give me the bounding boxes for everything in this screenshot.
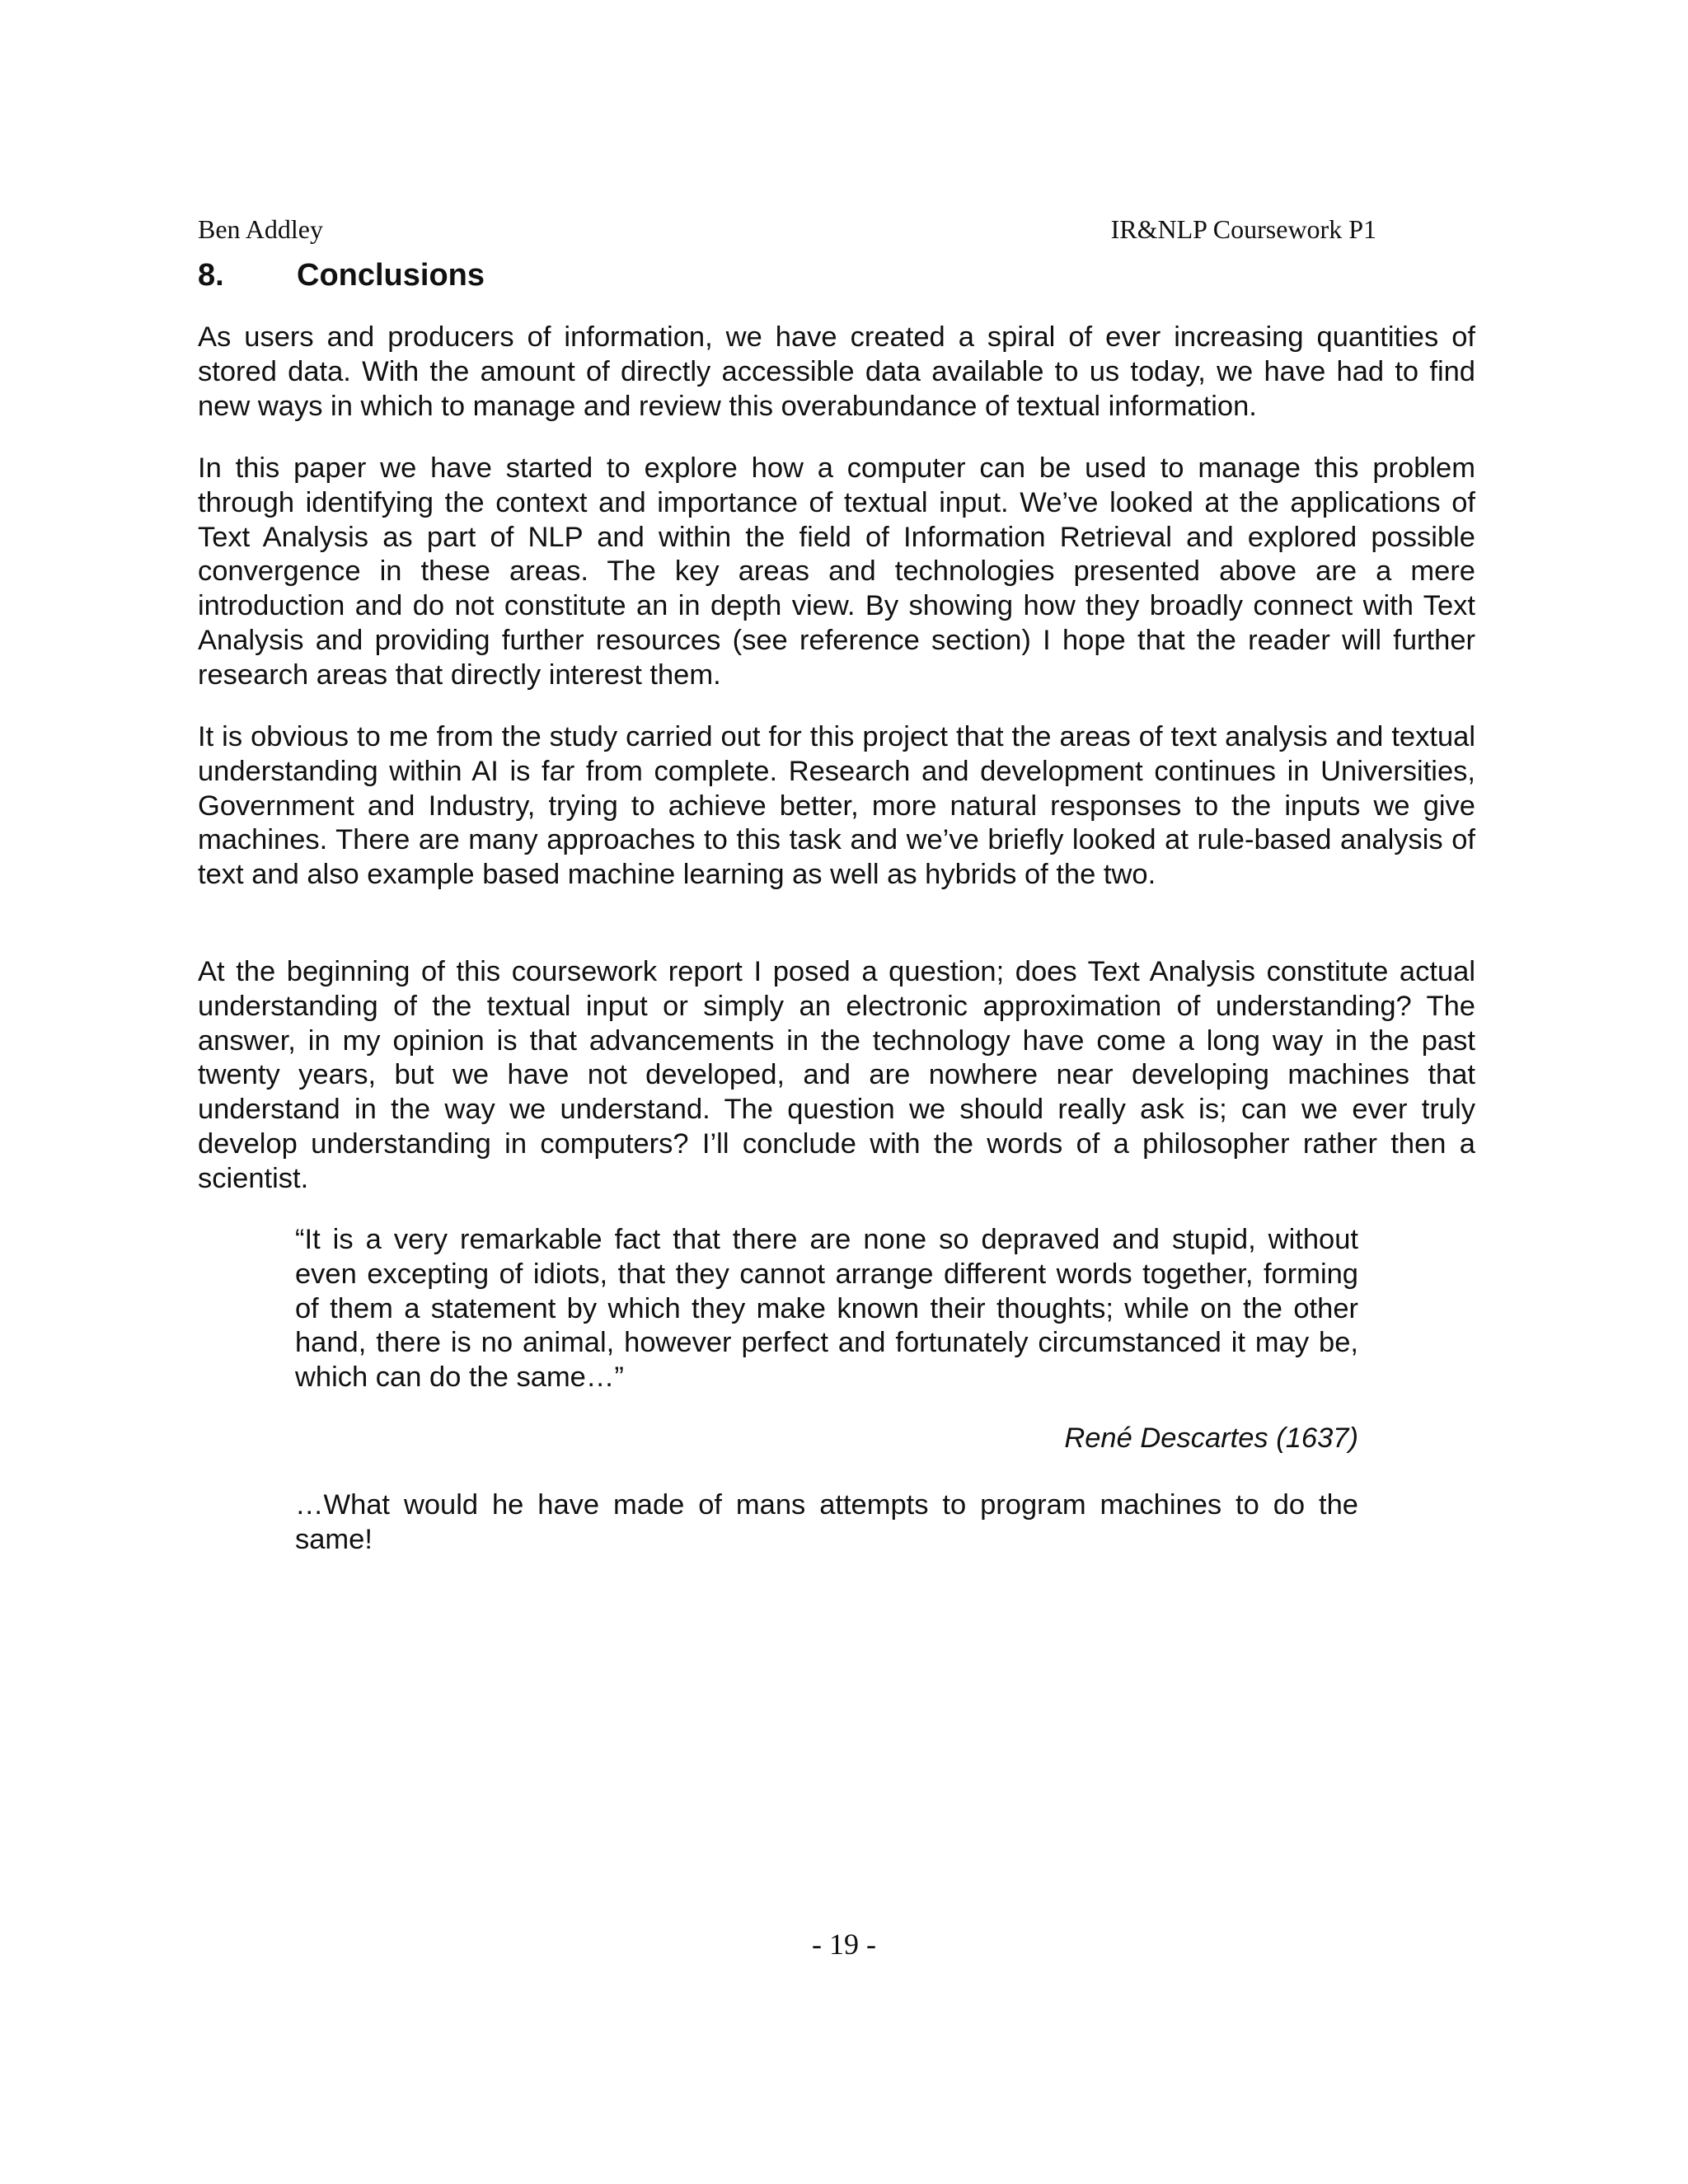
closing-remark: …What would he have made of mans attempts to program machines to do the same!	[295, 1489, 1358, 1555]
paragraph-2: In this paper we have started to explore how a computer can be used to manage this problem through identifying the context and importance of textual input. We’ve looked at the applications of Text Analysis as part of NLP and within the field of Information Retrieval and explored possible convergence in these areas. The key areas and technologies presented above are a mere introduction and do not constitute an in depth view. By showing how they broadly connect with Text Analysis and providing further resources (see reference section) I hope that the reader will further research areas that directly interest them.	[198, 452, 1475, 691]
page-number: - 19 -	[812, 1928, 876, 1961]
paragraph-1: As users and producers of information, we have created a spiral of ever increasing quantities of stored data. With the amount of directly accessible data available to us today, we have had to find new ways in which to manage and review this overabundance of textual information.	[198, 321, 1475, 422]
section-heading	[198, 255, 485, 296]
header-course-title: IR&NLP Coursework P1	[1110, 214, 1376, 244]
section-title: Conclusions	[297, 258, 485, 293]
paragraph-3: It is obvious to me from the study carried out for this project that the areas of text analysis and textual understanding within AI is far from complete. Research and development continues in Universities, Government and Industry, trying to achieve better, more natural responses to the inputs we give machines. There are many approaches to this task and we’ve briefly looked at rule-based analysis of text and also example based machine learning as well as hybrids of the two.	[198, 721, 1475, 891]
header-author: Ben Addley	[198, 214, 323, 244]
block-quote: “It is a very remarkable fact that there are none so depraved and stupid, without even excepting of idiots, that they cannot arrange different words together, forming of them a statement by which they make known their thoughts; while on the other hand, there is no animal, however perfect and fortunately circumstanced it may be, which can do the same…”	[295, 1224, 1358, 1394]
running-header	[198, 211, 1376, 251]
quote-attribution: René Descartes (1637)	[1064, 1422, 1358, 1454]
section-number: 8.	[198, 258, 224, 293]
paragraph-4: At the beginning of this coursework report I posed a question; does Text Analysis constitute actual understanding of the textual input or simply an electronic approximation of understanding? The answer, in my opinion is that advancements in the technology have come a long way in the past twenty years, but we have not developed, and are nowhere near developing machines that understand in the way we understand. The question we should really ask is; can we ever truly develop understanding in computers? I’ll conclude with the words of a philosopher rather then a scientist.	[198, 956, 1475, 1194]
